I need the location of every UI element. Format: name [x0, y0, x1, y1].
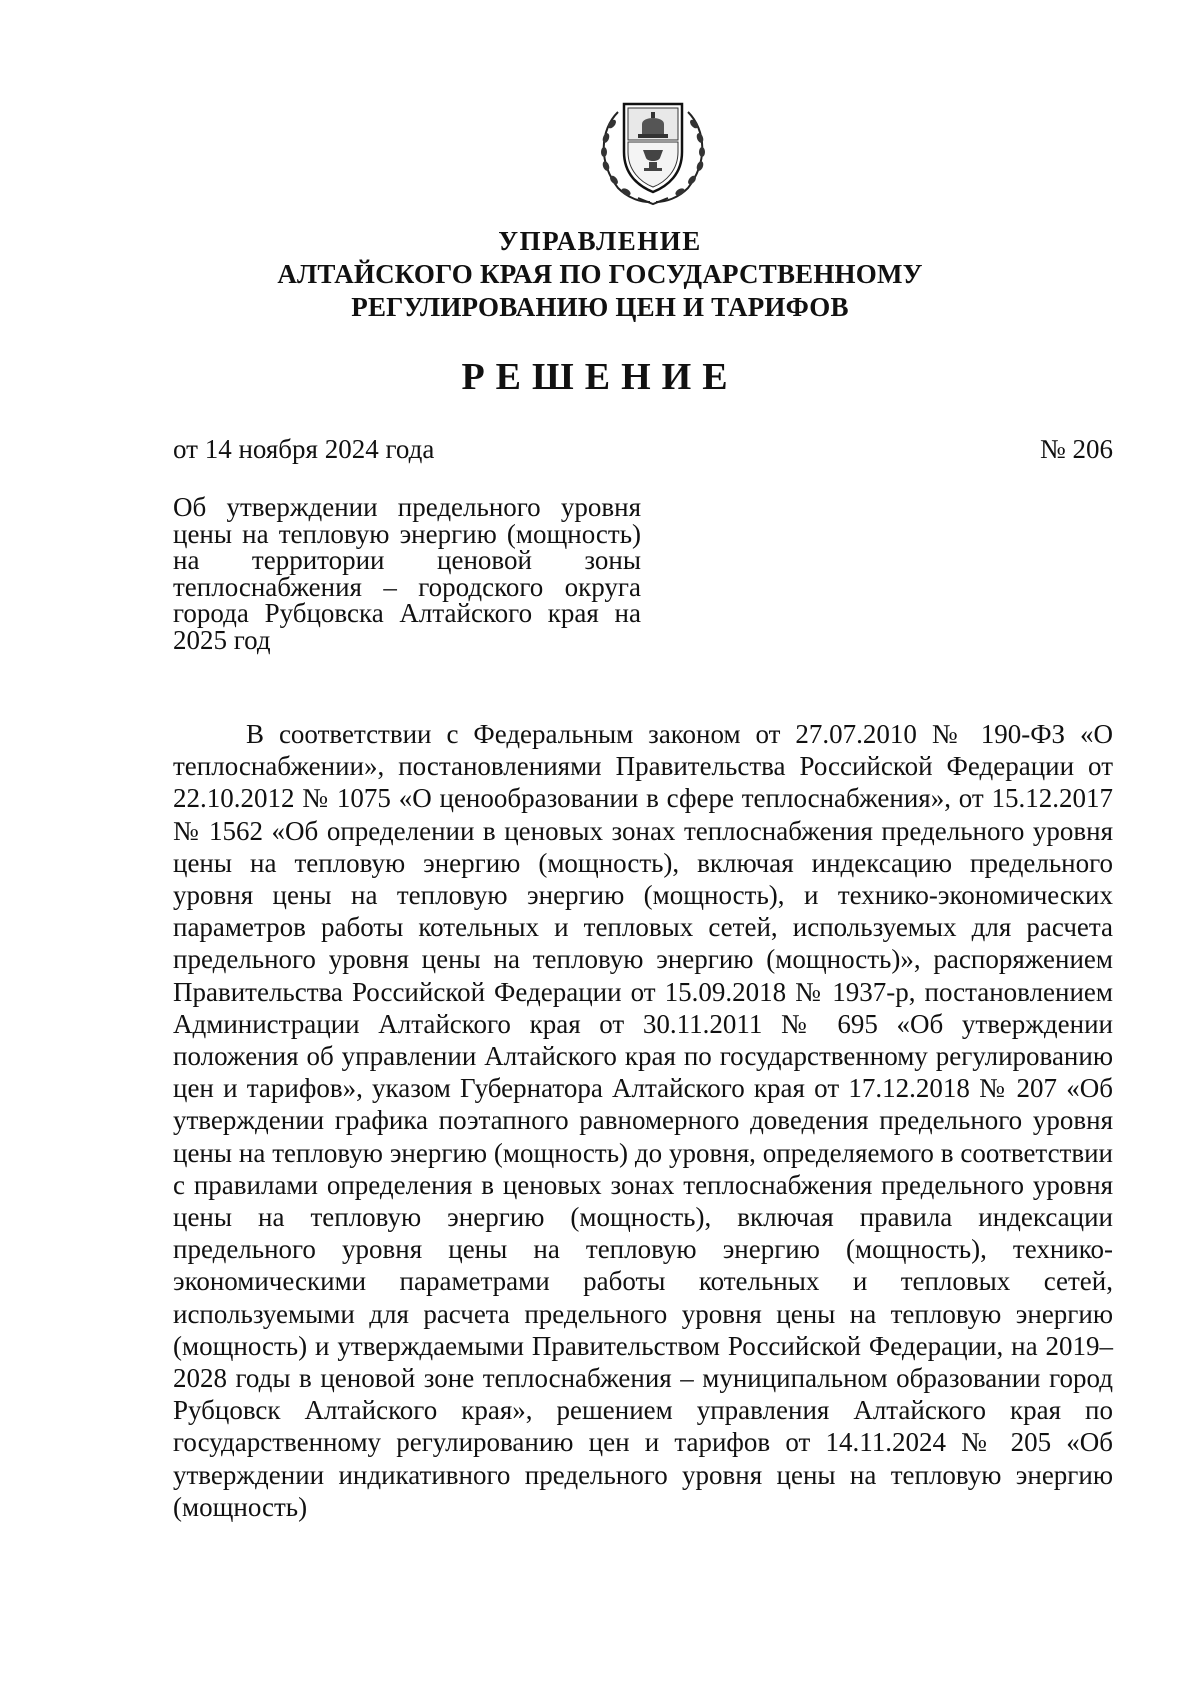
document-subject: Об утверждении предельного уровня цены на тепловую энергию (мощность) на территории ценовой зоны теплоснабжения – городского округа города Рубцовска Алтайского края на 2025 год [173, 492, 641, 655]
organization-name-line-3: РЕГУЛИРОВАНИЮ ЦЕН И ТАРИФОВ [351, 292, 849, 322]
document-body-paragraph: В соответствии с Федеральным законом от 27.07.2010 № 190-ФЗ «О теплоснабжении», постановлениями Правительства Российской Федерации от 22.10.2012 № 1075 «О ценообразовании в сфере теплоснабжения», от 15.12.2017 № 1562 «Об определении в ценовых зонах теплоснабжения предельного уровня цены на тепловую энергию (мощность), включая индексацию предельного уровня цены на тепловую энергию (мощность), и технико-экономических параметров работы котельных и тепловых сетей, используемых для расчета предельного уровня цены на тепловую энергию (мощность)», распоряжением Правительства Российской Федерации от 15.09.2018 № 1937-р, постановлением Администрации Алтайского края от 30.11.2011 № 695 «Об утверждении положения об управлении Алтайского края по государственному регулированию цен и тарифов», указом Губернатора Алтайского края от 17.12.2018 № 207 «Об утверждении графика поэтапного равномерного доведения предельного уровня цены на тепловую энергию (мощность) до уровня, определяемого в соответствии с правилами определения в ценовых зонах теплоснабжения предельного уровня цены на тепловую энергию (мощность), включая правила индексации предельного уровня цены на тепловую энергию (мощность), технико-экономическими параметрами работы котельных и тепловых сетей, используемыми для расчета предельного уровня цены на тепловую энергию (мощность) и утверждаемыми Правительством Российской Федерации, на 2019–2028 годы в ценовой зоне теплоснабжения – муниципальном образовании город Рубцовск Алтайского края», решением управления Алтайского края по государственному регулированию цен и тарифов от 14.11.2024 № 205 «Об утверждении индикативного предельного уровня цены на тепловую энергию (мощность) [173, 719, 1113, 1522]
document-number: № 206 [1039, 434, 1113, 464]
organization-name-line-1: УПРАВЛЕНИЕ [498, 226, 702, 256]
document-date: от 14 ноября 2024 года [173, 434, 435, 464]
document-type-title: РЕШЕНИЕ [461, 356, 739, 398]
organization-name-line-2: АЛТАЙСКОГО КРАЯ ПО ГОСУДАРСТВЕННОМУ [277, 259, 923, 289]
coat-of-arms-icon [588, 90, 718, 210]
